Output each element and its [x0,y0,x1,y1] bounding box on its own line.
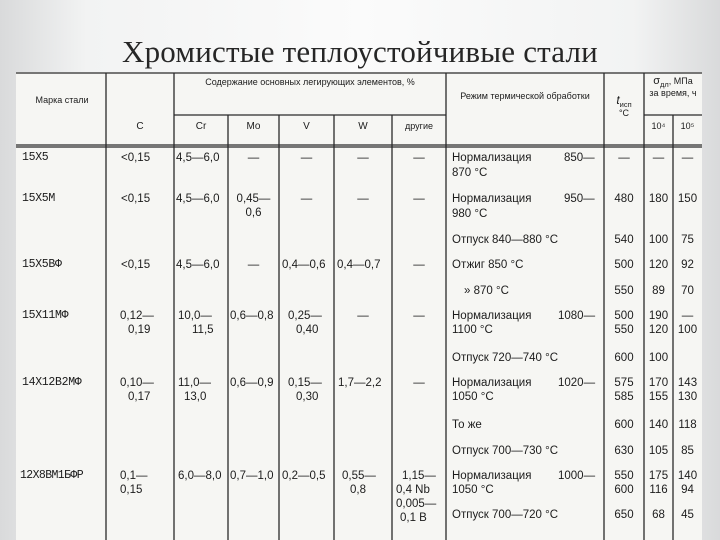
v-cell: 0,30 [296,391,319,403]
strength-10e4-cell: 155 [648,391,669,403]
c-cell: 0,10— [120,377,154,389]
strength-10e4-cell: 190 [648,310,669,322]
strength-10e5-cell: — [681,152,694,164]
other-cell: — [413,152,425,164]
cr-cell: 4,5—6,0 [176,259,220,271]
grade-cell: 12Х8ВМ1БФР [20,469,84,482]
heat-cell: То же [452,419,482,431]
other-cell: 0,005— [396,498,437,510]
w-cell: 0,55— [342,470,376,482]
c-cell: 0,1— [120,470,148,482]
heat-cell: Нормализация [452,470,532,482]
w-cell: — [357,193,369,205]
strength-10e5-cell: 75 [681,234,694,246]
c-cell: 0,15 [120,484,143,496]
cr-cell: 10,0— [178,310,212,322]
test-temp-cell: 500 [614,259,634,271]
w-cell: — [357,152,369,164]
heat-temp-cell: 1050 °С [452,391,494,403]
strength-10e4-cell: 180 [648,193,669,205]
cr-cell: 4,5—6,0 [176,152,220,164]
c-cell: 0,17 [128,391,151,403]
grade-cell: 15Х5М [22,192,56,205]
c-cell: 0,12— [120,310,154,322]
strength-10e5-cell: 45 [681,509,694,521]
heat-temp-cell: 1080— [558,310,596,322]
heat-temp-cell: 1050 °С [452,484,494,496]
strength-10e5-cell: 94 [681,484,694,496]
strength-10e4-cell: 140 [648,419,669,431]
other-cell: — [413,310,425,322]
v-cell: 0,40 [296,324,319,336]
strength-10e4-cell: 100 [648,352,669,364]
header-w: W [358,121,368,132]
heat-cell: Нормализация [452,377,532,389]
header-10e4: 10⁴ [651,121,666,131]
c-cell: <0,15 [121,193,151,205]
mo-cell: 0,45— [236,193,271,205]
heat-temp-cell: 1000— [558,470,596,482]
header-v: V [303,121,310,132]
strength-10e5-cell: 70 [681,285,694,297]
grade-cell: 15Х5ВФ [22,258,62,271]
cr-cell: 11,5 [192,324,214,336]
mo-cell: — [247,152,260,164]
other-cell: — [413,377,425,389]
test-temp-cell: — [618,152,630,164]
steel-table-scan [16,72,702,540]
c-cell: <0,15 [121,259,151,271]
other-cell: 0,4 Nb [396,484,430,496]
strength-10e4-cell: 100 [648,234,669,246]
strength-10e4-cell: 120 [648,324,669,336]
other-cell: 0,1 В [400,512,427,524]
test-temp-cell: 585 [614,391,634,403]
w-cell: — [357,310,369,322]
cr-cell: 11,0— [178,377,212,389]
other-cell: 1,15— [402,470,436,482]
header-c: С [136,121,144,132]
test-temp-cell: 550 [614,324,634,336]
strength-10e5-cell: 85 [681,445,694,457]
test-temp-cell: 600 [614,484,634,496]
test-temp-cell: 540 [614,234,634,246]
strength-10e5-cell: 143 [677,377,698,389]
strength-10e4-cell: 68 [652,509,665,521]
strength-10e5-cell: — [681,310,694,322]
heat-cell: Отпуск 700—720 °С [452,509,559,521]
heat-temp-cell: 980 °С [452,208,488,220]
test-temp-cell: 650 [614,509,634,521]
strength-10e4-cell: 170 [648,377,669,389]
test-temp-cell: 500 [614,310,634,322]
strength-10e4-cell: 120 [648,259,669,271]
test-temp-cell: 480 [614,193,634,205]
heat-cell: Нормализация [452,193,532,205]
header-other: другие [405,121,433,131]
header-mo: Mo [246,121,261,132]
grade-cell: 15Х11МФ [22,309,69,322]
test-temp-cell: 550 [614,470,634,482]
heat-cell: Отпуск 720—740 °С [452,352,559,364]
v-cell: — [300,193,313,205]
w-cell: 0,4—0,7 [337,259,381,271]
heat-cell: Нормализация [452,152,532,164]
header-strength: $\sigma_{дл}$, МПа за время, ч [649,75,697,98]
c-cell: <0,15 [121,152,151,164]
strength-10e5-cell: 130 [677,391,698,403]
heat-cell: Отпуск 840—880 °С [452,234,559,246]
test-temp-cell: 600 [614,419,634,431]
v-cell: 0,15— [288,377,322,389]
v-cell: 0,4—0,6 [282,259,326,271]
cr-cell: 4,5—6,0 [176,193,220,205]
header-cr: Cr [195,121,207,132]
mo-cell: 0,7—1,0 [230,470,274,482]
test-temp-cell: 575 [614,377,634,389]
grade-cell: 14Х12В2МФ [22,376,82,389]
v-cell: — [300,152,313,164]
heat-temp-cell: 850— [564,152,595,164]
test-temp-cell: 630 [614,445,634,457]
mo-cell: 0,6—0,8 [230,310,274,322]
heat-cell: Отпуск 700—730 °С [452,445,559,457]
header-10e5: 10⁵ [680,121,695,131]
v-cell: 0,25— [288,310,322,322]
header-grade: Марка стали [35,95,89,105]
c-cell: 0,19 [128,324,151,336]
strength-10e5-cell: 150 [677,193,698,205]
heat-temp-cell: 950— [564,193,595,205]
heat-cell: Отжиг 850 °С [452,259,524,271]
other-cell: — [413,259,425,271]
strength-10e5-cell: 100 [677,324,698,336]
grade-cell: 15Х5 [22,151,49,164]
v-cell: 0,2—0,5 [282,470,326,482]
w-cell: 1,7—2,2 [338,377,382,389]
test-temp-cell: 550 [614,285,634,297]
strength-10e5-cell: 140 [677,470,698,482]
heat-temp-cell: 870 °С [452,167,488,179]
header-heat-treatment: Режим термической обработки [460,91,590,101]
other-cell: — [413,193,425,205]
header-content: Содержание основных легирующих элементов, % [205,77,415,87]
header-test-temp: $t_{исп}$ °C [616,93,632,118]
heat-cell: Нормализация [452,310,532,322]
w-cell: 0,8 [350,484,366,496]
slide-title: Хромистые теплоустойчивые стали [122,34,598,69]
strength-10e5-cell: 92 [681,259,694,271]
mo-cell: — [247,259,260,271]
heat-temp-cell: 1020— [558,377,596,389]
strength-10e4-cell: 175 [648,470,669,482]
strength-10e4-cell: 116 [649,484,668,496]
cr-cell: 13,0 [184,391,207,403]
strength-10e4-cell: — [652,152,665,164]
mo-cell: 0,6 [245,207,262,219]
heat-temp-cell: 1100 °С [452,324,493,336]
strength-10e4-cell: 105 [648,445,669,457]
mo-cell: 0,6—0,9 [230,377,274,389]
cr-cell: 6,0—8,0 [178,470,222,482]
strength-10e5-cell: 118 [678,419,697,431]
test-temp-cell: 600 [614,352,634,364]
strength-10e4-cell: 89 [652,285,665,297]
heat-cell: » 870 °С [464,285,509,297]
